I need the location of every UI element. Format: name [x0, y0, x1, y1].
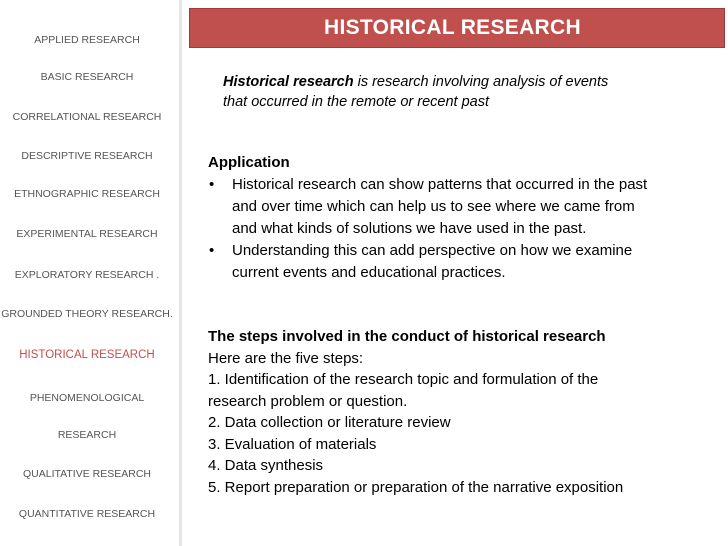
definition-rest: is research involving analysis of events	[353, 74, 609, 90]
steps-heading: The steps involved in the conduct of historical research	[208, 328, 606, 345]
sidebar-item-historical-research[interactable]: HISTORICAL RESEARCH	[19, 349, 155, 361]
sidebar-item-descriptive-research[interactable]: DESCRIPTIVE RESEARCH	[21, 150, 153, 162]
bullet-icon: •	[209, 176, 215, 193]
application-section	[208, 152, 708, 284]
bullet-icon: •	[209, 242, 215, 259]
sidebar-item-correlational-research[interactable]: CORRELATIONAL RESEARCH	[12, 111, 162, 123]
definition-term: Historical research	[223, 74, 354, 90]
sidebar-divider	[179, 0, 182, 546]
application-bullet-2	[208, 240, 708, 284]
sidebar-item-research[interactable]: RESEARCH	[57, 429, 117, 441]
bullet-1-line-2: and over time which can help us to see where we came from	[232, 198, 635, 215]
bullet-1-line-3: and what kinds of solutions we have used in the past.	[232, 220, 587, 237]
sidebar-item-ethnographic-research[interactable]: ETHNOGRAPHIC RESEARCH	[14, 188, 160, 200]
sidebar-item-exploratory-research[interactable]: EXPLORATORY RESEARCH .	[14, 269, 160, 281]
sidebar-item-basic-research[interactable]: BASIC RESEARCH	[40, 71, 134, 83]
title-bar	[189, 8, 725, 48]
sidebar-item-phenomenological[interactable]: PHENOMENOLOGICAL	[29, 392, 145, 404]
definition-line-1	[223, 72, 693, 92]
steps-line-5: 4. Data synthesis	[208, 457, 324, 474]
steps-line-6: 5. Report preparation or preparation of the narrative exposition	[208, 478, 624, 496]
bullet-2-line-1: Understanding this can add perspective on how we examine	[232, 242, 633, 259]
bullet-2-line-2: current events and educational practices.	[232, 264, 506, 281]
steps-section	[208, 326, 708, 498]
steps-line-2: research problem or question.	[208, 392, 408, 410]
steps-intro: Here are the five steps:	[208, 349, 364, 367]
application-heading: Application	[208, 154, 290, 171]
steps-line-4: 3. Evaluation of materials	[208, 435, 377, 453]
steps-line-1: 1. Identification of the research topic and formulation of the	[208, 371, 599, 388]
definition-text	[223, 72, 693, 112]
sidebar-nav	[0, 0, 174, 546]
steps-line-3: 2. Data collection or literature review	[208, 414, 451, 431]
bullet-1-line-1: Historical research can show patterns that occurred in the past	[232, 176, 648, 193]
page-title: HISTORICAL RESEARCH	[324, 16, 581, 39]
sidebar-item-experimental-research[interactable]: EXPERIMENTAL RESEARCH	[16, 228, 158, 240]
sidebar-item-quantitative-research[interactable]: QUANTITATIVE RESEARCH	[18, 508, 156, 520]
application-bullet-1	[208, 174, 708, 240]
sidebar-item-qualitative-research[interactable]: QUALITATIVE RESEARCH	[23, 468, 151, 480]
definition-line-2: that occurred in the remote or recent past	[223, 94, 489, 110]
sidebar-item-grounded-theory-research[interactable]: GROUNDED THEORY RESEARCH.	[1, 308, 173, 320]
sidebar-item-applied-research[interactable]: APPLIED RESEARCH	[34, 34, 140, 46]
